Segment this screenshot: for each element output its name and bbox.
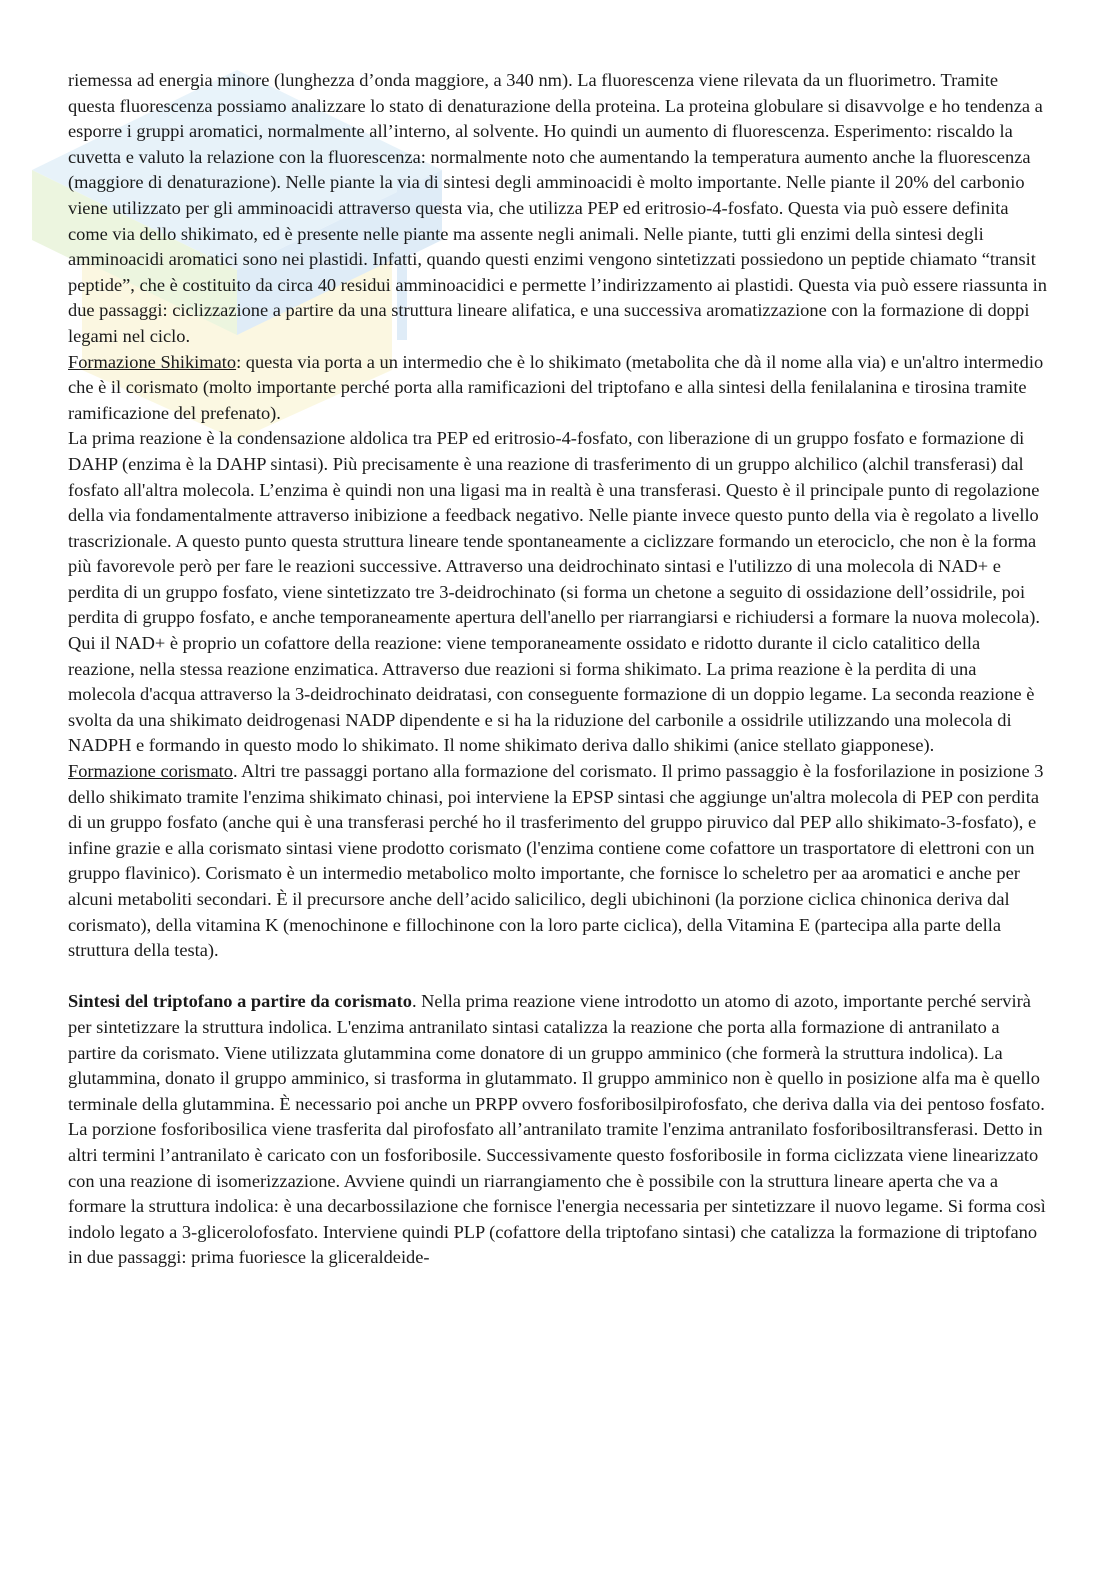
paragraph-text: riemessa ad energia minore (lunghezza d’onda maggiore, a 340 nm). La fluorescenza viene rilevata da un fluorimetro. Tramite questa fluorescenza possiamo analizzare lo stato di denaturazione della proteina. La proteina globulare si disavvolge e ho tendenza a esporre i gruppi aromatici, normalmente all’interno, al solvente. Ho quindi un aumento di fluorescenza. Esperimento: riscaldo la cuvetta e valuto la relazione con la fluorescenza: normalmente noto che aumentando la temperatura aumento anche la fluorescenza (maggiore di denaturazione). Nelle piante la via di sintesi degli amminoacidi è molto importante. Nelle piante il 20% del carbonio viene utilizzato per gli amminoacidi attraverso questa via, che utilizza PEP ed eritrosio-4-fosfato. Questa via può essere definita come via dello shikimato, ed è presente nelle piante ma assente negli animali. Nelle piante, tutti gli enzimi della sintesi degli amminoacidi aromatici sono nei plastidi. Infatti, quando questi enzimi vengono sintetizzati possiedono un peptide chiamato “transit peptide”, che è costituito da circa 40 residui amminoacidici e permette l’indirizzamento ai plastidi. Questa via può essere riassunta in due passaggi: ciclizzazione a partire da una struttura lineare alifatica, e una successiva aromatizzazione con la formazione di doppi legami nel ciclo. <box>68 70 1047 346</box>
paragraph-text: . Altri tre passaggi portano alla formazione del corismato. Il primo passaggio è la fosforilazione in posizione 3 dello shikimato tramite l'enzima shikimato chinasi, poi interviene la EPSP sintasi che aggiunge un'altra molecola di PEP con perdita di un gruppo fosfato (anche qui è una transferasi perché ho il trasferimento del gruppo piruvico dal PEP allo shikimato-3-fosfato), e infine grazie e alla corismato sintasi viene prodotto corismato (l'enzima contiene come cofattore un trasportatore di elettroni con un gruppo flavinico). Corismato è un intermedio metabolico molto importante, che fornisce lo scheletro per aa aromatici e anche per alcuni metaboliti secondari. È il precursore anche dell’acido salicilico, degli ubichinoni (la porzione ciclica chinonica deriva dal corismato), della vitamina K (menochinone e fillochinone con la loro parte ciclica), della Vitamina E (partecipa alla parte della struttura della testa). <box>68 761 1044 961</box>
paragraph-formazione-shikimato <box>68 350 1048 427</box>
paragraph-prima-reazione <box>68 426 1048 759</box>
paragraph-text: La prima reazione è la condensazione aldolica tra PEP ed eritrosio-4-fosfato, con liberazione di un gruppo fosfato e formazione di DAHP (enzima è la DAHP sintasi). Più precisamente è una reazione di trasferimento di un gruppo alchilico (alchil transferasi) dal fosfato all'altra molecola. L’enzima è quindi non una ligasi ma in realtà è una transferasi. Questo è il principale punto di regolazione della via fondamentalmente attraverso inibizione a feedback negativo. Nelle piante invece questo punto della via è regolato a livello trascrizionale. A questo punto questa struttura lineare tende spontaneamente a ciclizzare formando un eterociclo, che non è la forma più favorevole però per fare le reazioni successive. Attraverso una deidrochinato sintasi e l'utilizzo di una molecola di NAD+ e perdita di un gruppo fosfato, viene sintetizzato tre 3-deidrochinato (si forma un chetone a seguito di ossidazione dell’ossidrile, poi perdita di gruppo fosfato, e anche temporaneamente apertura dell'anello per riarrangiarsi e richiudersi a formare la nuova molecola). Qui il NAD+ è proprio un cofattore della reazione: viene temporaneamente ossidato e ridotto durante il ciclo catalitico della reazione, nella stessa reazione enzimatica. Attraverso due reazioni si forma shikimato. La prima reazione è la perdita di una molecola d'acqua attraverso la 3-deidrochinato deidratasi, con conseguente formazione di un doppio legame. La seconda reazione è svolta da una shikimato deidrogenasi NADP dipendente e si ha la riduzione del carbonile a ossidrile utilizzando una molecola di NADPH e formando in questo modo lo shikimato. Il nome shikimato deriva dallo shikimi (anice stellato giapponese). <box>68 428 1040 756</box>
paragraph-text: : questa via porta a un intermedio che è lo shikimato (metabolita che dà il nome alla via) e un'altro intermedio che è il corismato (molto importante perché porta alla ramificazioni del triptofano e alla sintesi della fenilalanina e tirosina tramite ramificazione del prefenato). <box>68 351 1044 423</box>
paragraph-fluorescence <box>68 68 1048 350</box>
document-page <box>68 68 1048 1271</box>
section-heading-sintesi-triptofano: Sintesi del triptofano a partire da corismato <box>68 991 412 1012</box>
paragraph-formazione-corismato <box>68 759 1048 964</box>
section-heading-formazione-shikimato: Formazione Shikimato <box>68 351 237 372</box>
paragraph-text: . Nella prima reazione viene introdotto un atomo di azoto, importante perché servirà per sintetizzare la struttura indolica. L'enzima antranilato sintasi catalizza la reazione che porta alla formazione di antranilato a partire da corismato. Viene utilizzata glutammina come donatore di un gruppo amminico (che formerà la struttura indolica). La glutammina, donato il gruppo amminico, si trasforma in glutammato. Il gruppo amminico non è quello in posizione alfa ma è quello terminale della glutammina. È necessario poi anche un PRPP ovvero fosforibosilpirofosfato, che deriva dalla via dei pentoso fosfato. La porzione fosforibosilica viene trasferita dal pirofosfato all’antranilato tramite l'enzima antranilato fosforibosiltransferasi. Detto in altri termini l’antranilato è caricato con un fosforibosile. Successivamente questo fosforibosile in forma ciclizzata viene linearizzato con una reazione di isomerizzazione. Avviene quindi un riarrangiamento che è possibile con la struttura lineare aperta che va a formare la struttura indolica: è una decarbossilazione che fornisce l'energia necessaria per sintetizzare il nuovo legame. Si forma così indolo legato a 3-glicerolofosfato. Interviene quindi PLP (cofattore della triptofano sintasi) che catalizza la formazione di triptofano in due passaggi: prima fuoriesce la gliceraldeide- <box>68 991 1046 1268</box>
paragraph-sintesi-triptofano <box>68 989 1048 1271</box>
section-heading-formazione-corismato: Formazione corismato <box>68 761 233 782</box>
